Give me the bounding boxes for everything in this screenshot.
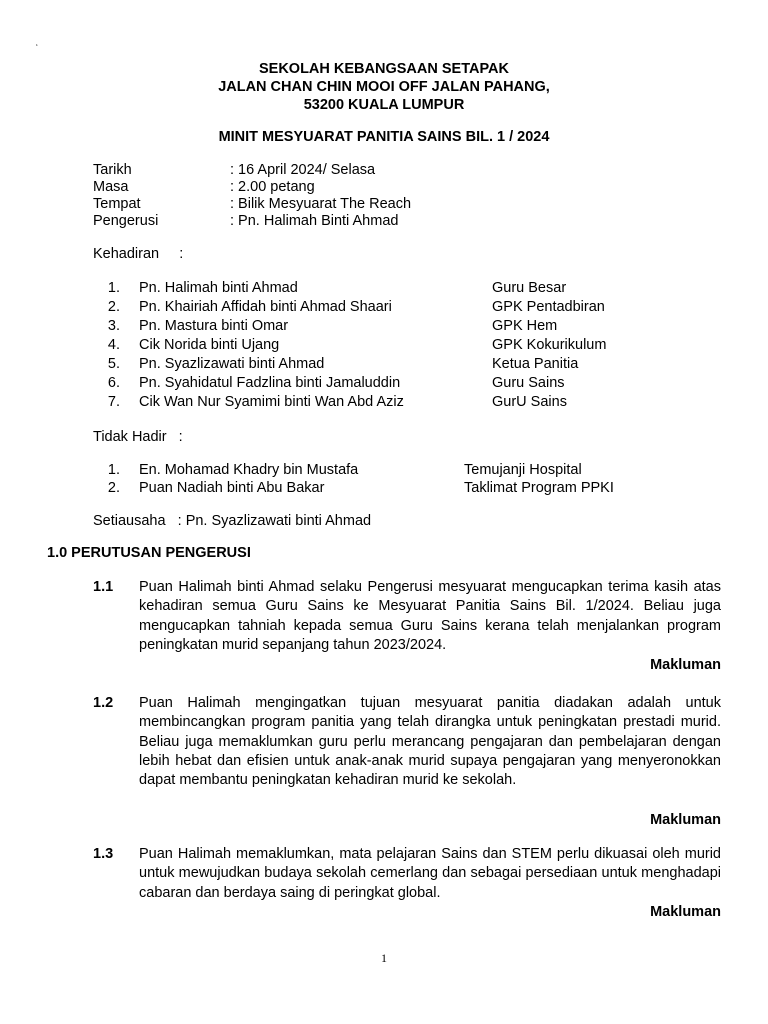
page-number: 1 — [381, 951, 387, 965]
item-number: 1.1 — [93, 579, 114, 595]
list-number: 4. — [107, 337, 120, 353]
section-heading: 1.0 PERUTUSAN PENGERUSI — [47, 545, 251, 561]
item-number: 1.3 — [93, 846, 114, 862]
absence-reason: Temujanji Hospital — [464, 462, 582, 478]
status-label: Makluman — [650, 657, 721, 673]
attendee-name: Pn. Mastura binti Omar — [139, 318, 289, 334]
attendance-label: Kehadiran : — [93, 246, 184, 262]
list-number: 1. — [107, 280, 120, 296]
list-number: 5. — [107, 356, 120, 372]
info-value: : Pn. Halimah Binti Ahmad — [230, 213, 399, 229]
list-number: 3. — [107, 318, 120, 334]
school-address-line1: JALAN CHAN CHIN MOOI OFF JALAN PAHANG, — [218, 79, 550, 95]
info-label: Pengerusi — [93, 213, 159, 229]
info-label: Masa — [93, 179, 129, 195]
info-label: Tempat — [93, 196, 141, 212]
list-number: 6. — [107, 375, 120, 391]
stray-mark: ‘ — [36, 43, 38, 52]
list-number: 2. — [107, 299, 120, 315]
attendee-name: Pn. Halimah binti Ahmad — [139, 280, 298, 296]
attendee-role: GPK Pentadbiran — [492, 299, 605, 315]
attendee-name: Pn. Syazlizawati binti Ahmad — [139, 356, 325, 372]
attendee-name: Cik Wan Nur Syamimi binti Wan Abd Aziz — [139, 394, 404, 410]
list-number: 2. — [107, 480, 120, 496]
list-number: 7. — [107, 394, 120, 410]
info-label: Tarikh — [93, 162, 132, 178]
info-value: : 16 April 2024/ Selasa — [230, 162, 376, 178]
attendee-role: Guru Sains — [492, 375, 565, 391]
info-value: : 2.00 petang — [230, 179, 315, 195]
absent-label: Tidak Hadir : — [93, 429, 183, 445]
attendee-role: GPK Kokurikulum — [492, 337, 607, 353]
item-text: Puan Halimah memaklumkan, mata pelajaran Sains dan STEM perlu dikuasai oleh murid untuk mewujudkan budaya sekolah cemerlang dan sebagai persediaan untuk menghadapi cabaran dan berdaya saing di peringkat global. — [139, 846, 721, 901]
list-number: 1. — [107, 462, 120, 478]
secretary: Setiausaha : Pn. Syazlizawati binti Ahmad — [93, 513, 372, 529]
absentee-name: Puan Nadiah binti Abu Bakar — [139, 480, 325, 496]
attendee-role: Guru Besar — [492, 280, 567, 296]
school-address-line2: 53200 KUALA LUMPUR — [303, 97, 465, 113]
attendee-name: Pn. Khairiah Affidah binti Ahmad Shaari — [139, 299, 392, 315]
info-value: : Bilik Mesyuarat The Reach — [230, 196, 412, 212]
minutes-title: MINIT MESYUARAT PANITIA SAINS BIL. 1 / 2024 — [218, 129, 550, 145]
attendee-name: Pn. Syahidatul Fadzlina binti Jamaluddin — [139, 375, 401, 391]
status-label: Makluman — [650, 812, 721, 828]
item-number: 1.2 — [93, 695, 114, 711]
absentee-name: En. Mohamad Khadry bin Mustafa — [139, 462, 359, 478]
status-label: Makluman — [650, 904, 721, 920]
item-text: Puan Halimah binti Ahmad selaku Pengerusi mesyuarat mengucapkan terima kasih atas kehadiran semua Guru Sains ke Mesyuarat Panitia Sains Bil. 1/2024. Beliau juga mengucapkan tahniah kepada semua Guru Sains kerana telah menjalankan program peningkatan murid sepanjang tahun 2023/2024. — [139, 579, 721, 653]
school-name: SEKOLAH KEBANGSAAN SETAPAK — [258, 61, 509, 77]
attendee-role: Ketua Panitia — [492, 356, 579, 372]
attendee-role: GPK Hem — [492, 318, 558, 334]
attendee-name: Cik Norida binti Ujang — [139, 337, 280, 353]
absence-reason: Taklimat Program PPKI — [464, 480, 614, 496]
attendee-role: GurU Sains — [492, 394, 567, 410]
item-text: Puan Halimah mengingatkan tujuan mesyuarat panitia diadakan adalah untuk membincangkan program panitia yang telah dirangka untuk peningkatan prestadi murid. Beliau juga memaklumkan guru perlu merancang pengajaran dan pembelajaran dengan lebih hebat dan efisien untuk anak-anak murid supaya pengajaran yang menyeronokkan dapat membantu peningkatan kehadiran murid ke sekolah. — [139, 695, 721, 789]
